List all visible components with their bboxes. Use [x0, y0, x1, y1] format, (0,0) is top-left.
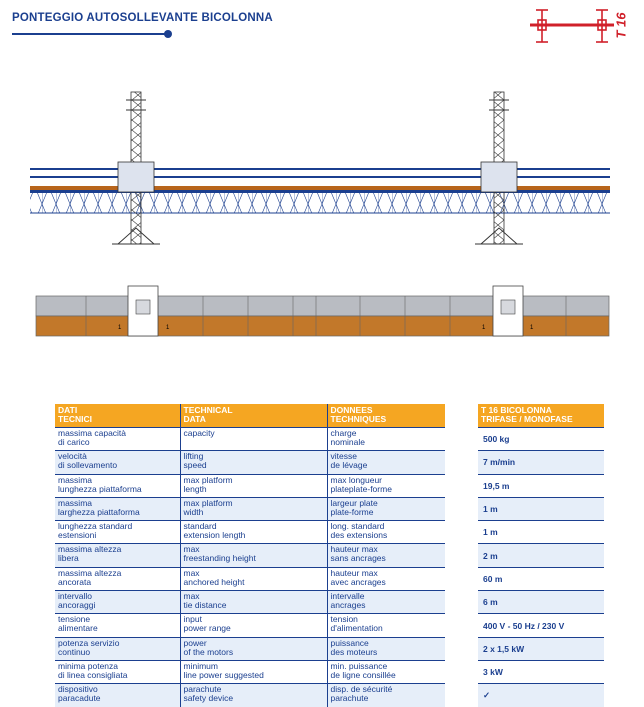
value-row: [478, 637, 604, 660]
table-header-row: [55, 404, 445, 428]
table-row: [55, 637, 445, 660]
value-row: [478, 497, 604, 520]
value-row: [478, 684, 604, 707]
table-row: [55, 521, 445, 544]
table-cell: max platform width: [180, 497, 327, 520]
table-cell: charge nominale: [327, 428, 445, 451]
table-cell: hauteur max sans ancrages: [327, 544, 445, 567]
header-fr: DONNEES TECHNIQUES: [327, 404, 445, 428]
table-row: [55, 567, 445, 590]
table-row: [55, 614, 445, 637]
top-rail: [30, 168, 610, 170]
table-cell: intervallo ancoraggi: [55, 591, 180, 614]
technical-data-table: [55, 404, 445, 707]
value-cell: 60 m: [478, 567, 604, 590]
value-row: [478, 614, 604, 637]
value-row: [478, 451, 604, 474]
table-cell: intervalle ancrages: [327, 591, 445, 614]
value-cell: 19,5 m: [478, 474, 604, 497]
value-row: [478, 660, 604, 683]
table-cell: massima larghezza piattaforma: [55, 497, 180, 520]
table-cell: vitesse de lévage: [327, 451, 445, 474]
model-values-table: [478, 404, 604, 707]
table-cell: standard extension length: [180, 521, 327, 544]
plan-label: 1: [482, 325, 486, 331]
table-cell: input power range: [180, 614, 327, 637]
table-cell: massima altezza libera: [55, 544, 180, 567]
table-cell: massima capacità di carico: [55, 428, 180, 451]
header-it: DATI TECNICI: [55, 404, 180, 428]
value-row: [478, 567, 604, 590]
table-row: [55, 544, 445, 567]
table-cell: massima altezza ancorata: [55, 567, 180, 590]
value-cell: ✓: [478, 684, 604, 707]
value-row: [478, 474, 604, 497]
table-cell: velocità di sollevamento: [55, 451, 180, 474]
value-cell: 6 m: [478, 591, 604, 614]
header-en: TECHNICAL DATA: [180, 404, 327, 428]
table-cell: potenza servizio continuo: [55, 637, 180, 660]
value-row: [478, 544, 604, 567]
toe-board: [30, 186, 610, 190]
table-row: [55, 474, 445, 497]
table-row: [55, 497, 445, 520]
table-cell: min. puissance de ligne consillée: [327, 660, 445, 683]
plan-label: 1: [166, 325, 170, 331]
values-header: T 16 BICOLONNA TRIFASE / MONOFASE: [478, 404, 604, 428]
value-cell: 7 m/min: [478, 451, 604, 474]
table-cell: minimum line power suggested: [180, 660, 327, 683]
mid-rail: [30, 176, 610, 178]
table-cell: long. standard des extensions: [327, 521, 445, 544]
value-cell: 3 kW: [478, 660, 604, 683]
plan-label: 1: [530, 325, 534, 331]
table-cell: lunghezza standard estensioni: [55, 521, 180, 544]
table-cell: max tie distance: [180, 591, 327, 614]
value-cell: 400 V - 50 Hz / 230 V: [478, 614, 604, 637]
table-cell: max anchored height: [180, 567, 327, 590]
value-row: [478, 521, 604, 544]
table-cell: tension d'alimentation: [327, 614, 445, 637]
motor-carriage-right: [481, 162, 517, 192]
table-cell: max platform length: [180, 474, 327, 497]
plan-view: [36, 286, 609, 336]
table-cell: largeur plate plate-forme: [327, 497, 445, 520]
table-cell: tensione alimentare: [55, 614, 180, 637]
value-cell: 1 m: [478, 521, 604, 544]
platform-deck: [30, 190, 610, 193]
table-cell: minima potenza di linea consigliata: [55, 660, 180, 683]
plan-label: 1: [118, 325, 122, 331]
table-row: [55, 451, 445, 474]
value-row: [478, 591, 604, 614]
table-row: [55, 660, 445, 683]
table-cell: parachute safety device: [180, 684, 327, 707]
model-code: T 16: [613, 12, 629, 39]
motor-carriage-left: [118, 162, 154, 192]
table-cell: massima lunghezza piattaforma: [55, 474, 180, 497]
page-title: PONTEGGIO AUTOSOLLEVANTE BICOLONNA: [12, 12, 273, 24]
value-row: [478, 428, 604, 451]
table-row: [55, 684, 445, 707]
table-cell: max longueur plateplate-forme: [327, 474, 445, 497]
value-cell: 2 x 1,5 kW: [478, 637, 604, 660]
table-cell: puissance des moteurs: [327, 637, 445, 660]
elevation-view: [30, 92, 610, 244]
table-cell: hauteur max avec ancrages: [327, 567, 445, 590]
value-cell: 500 kg: [478, 428, 604, 451]
table-row: [55, 591, 445, 614]
table-cell: dispositivo paracadute: [55, 684, 180, 707]
values-header-row: [478, 404, 604, 428]
value-cell: 2 m: [478, 544, 604, 567]
table-cell: capacity: [180, 428, 327, 451]
table-cell: lifting speed: [180, 451, 327, 474]
table-row: [55, 428, 445, 451]
table-cell: disp. de sécurité parachute: [327, 684, 445, 707]
table-cell: max freestanding height: [180, 544, 327, 567]
platform-truss: [30, 193, 610, 213]
value-cell: 1 m: [478, 497, 604, 520]
table-cell: power of the motors: [180, 637, 327, 660]
